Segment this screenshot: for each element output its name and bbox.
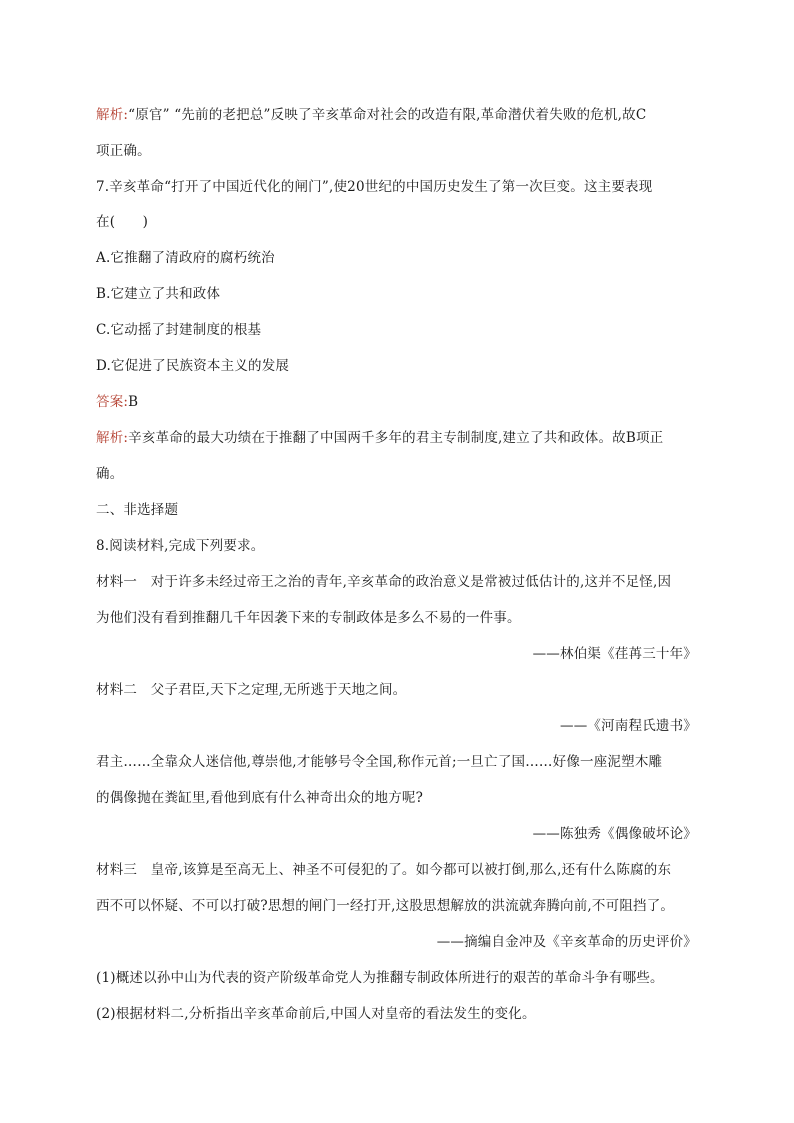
material2-source1: ——《河南程氏遗书》 — [560, 718, 697, 734]
q6-analysis-line1 — [96, 106, 700, 124]
analysis-text: 辛亥革命的最大功绩在于推翻了中国两千多年的君主专制制度,建立了共和政体。故B项正 — [128, 430, 664, 446]
material1-line1: 材料一 对于许多未经过帝王之治的青年,辛亥革命的政治意义是常被过低估计的,这并不足怪,因 — [96, 574, 672, 590]
q7-answer — [96, 393, 700, 411]
material2-line2: 君主……全靠众人迷信他,尊崇他,才能够号令全国,称作元首;一旦亡了国……好像一座泥塑木雕 — [96, 754, 663, 770]
q7-stem-line1: 7.辛亥革命“打开了中国近代化的闸门”,使20世纪的中国历史发生了第一次巨变。这主要表现 — [96, 179, 653, 195]
analysis-label: 解析: — [96, 107, 129, 123]
q7-stem-line2: 在( ) — [96, 214, 149, 230]
q7-analysis-line2: 确。 — [96, 466, 124, 482]
material1-source: ——林伯渠《荏苒三十年》 — [532, 646, 697, 662]
requirement-2: (2)根据材料二,分析指出辛亥革命前后,中国人对皇帝的看法发生的变化。 — [96, 1006, 536, 1022]
material3-source: ——摘编自金冲及《辛亥革命的历史评价》 — [436, 934, 697, 950]
material3-line2: 西不可以怀疑、不可以打破?思想的闸门一经打开,这股思想解放的洪流就奔腾向前,不可阻挡了。 — [96, 898, 675, 914]
material2-source2: ——陈独秀《偶像破坏论》 — [532, 826, 697, 842]
q7-option-b: B.它建立了共和政体 — [96, 286, 221, 302]
q7-option-d: D.它促进了民族资本主义的发展 — [96, 358, 290, 374]
answer-label: 答案: — [96, 394, 129, 410]
q7-option-c: C.它动摇了封建制度的根基 — [96, 322, 262, 338]
q7-option-a: A.它推翻了清政府的腐朽统治 — [96, 250, 275, 266]
material2-line3: 的偶像抛在粪缸里,看他到底有什么神奇出众的地方呢? — [96, 790, 424, 806]
section-heading: 二、非选择题 — [96, 502, 179, 518]
requirement-1: (1)概述以孙中山为代表的资产阶级革命党人为推翻专制政体所进行的艰苦的革命斗争有哪些。 — [96, 970, 664, 986]
q6-analysis-line2: 项正确。 — [96, 143, 151, 159]
material3-line1: 材料三 皇帝,该算是至高无上、神圣不可侵犯的了。如今都可以被打倒,那么,还有什么陈腐的东 — [96, 862, 672, 878]
analysis-text: “原官” “先前的老把总”反映了辛亥革命对社会的改造有限,革命潜伏着失败的危机,故C — [128, 107, 647, 123]
material2-line1: 材料二 父子君臣,天下之定理,无所逃于天地之间。 — [96, 682, 407, 698]
material1-line2: 为他们没有看到推翻几千年因袭下来的专制政体是多么不易的一件事。 — [96, 610, 521, 626]
analysis-label: 解析: — [96, 430, 129, 446]
q7-analysis-line1 — [96, 429, 700, 447]
answer-value: B — [128, 394, 139, 410]
q8-stem: 8.阅读材料,完成下列要求。 — [96, 538, 265, 554]
